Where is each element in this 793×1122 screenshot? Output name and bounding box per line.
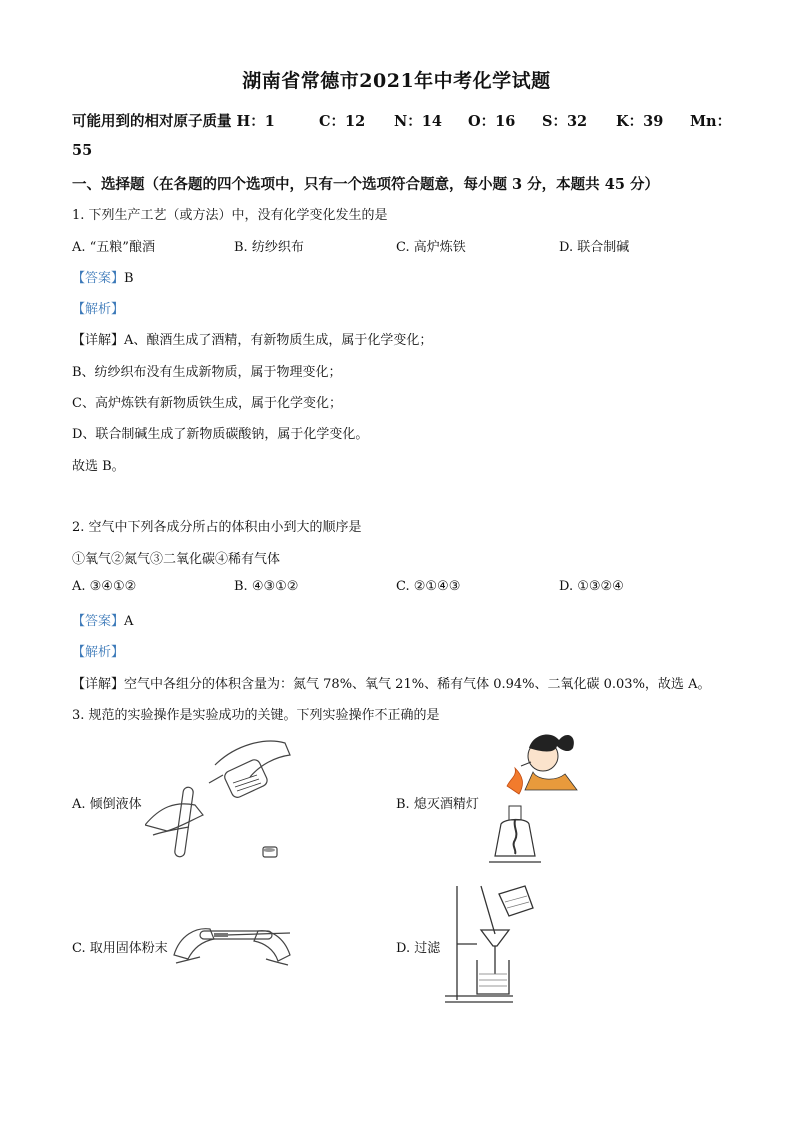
answer-tag: 【答案】 <box>72 614 125 629</box>
answer-tag: 【答案】 <box>72 271 125 286</box>
q2-option-d: D. ①③②④ <box>559 579 624 594</box>
atomic-mass-n: N：14 <box>394 113 442 130</box>
q2-answer <box>72 610 133 629</box>
q2-detail <box>72 673 710 692</box>
solid-powder-illustration <box>170 915 295 975</box>
q1-detail-line-1 <box>72 329 432 348</box>
atomic-mass-label: 可能用到的相对原子质量 H：1 <box>72 113 275 130</box>
q1-option-c: C. 高炉炼铁 <box>396 240 466 255</box>
q2-option-b: B. ④③①② <box>234 579 299 594</box>
q3-option-a: A. 倾倒液体 <box>72 797 142 812</box>
atomic-mass-mn: Mn： <box>690 113 732 130</box>
q3-option-c: C. 取用固体粉末 <box>72 941 168 956</box>
q1-option-a: A. “五粮”酿酒 <box>72 240 155 255</box>
q2-sub: ①氧气②氮气③二氧化碳④稀有气体 <box>72 552 281 567</box>
q1-stem: 1. 下列生产工艺（或方法）中，没有化学变化发生的是 <box>72 208 388 223</box>
detail-tag: 【详解】 <box>72 677 125 692</box>
q1-detail-line-5: 故选 B。 <box>72 459 125 474</box>
q3-stem: 3. 规范的实验操作是实验成功的关键。下列实验操作不正确的是 <box>72 708 440 723</box>
q1-analysis-tag: 【解析】 <box>72 302 125 317</box>
q1-detail-line-2: B、纺纱织布没有生成新物质，属于物理变化； <box>72 365 342 380</box>
q1-answer <box>72 267 134 286</box>
q3-option-b: B. 熄灭酒精灯 <box>396 797 479 812</box>
answer-value: A <box>124 614 134 629</box>
atomic-mass-mn-value: 55 <box>72 142 93 159</box>
alcohol-lamp-illustration <box>485 728 585 868</box>
atomic-mass-o: O：16 <box>468 113 516 130</box>
pouring-liquid-illustration <box>145 735 295 865</box>
atomic-mass-c: C：12 <box>319 113 366 130</box>
q2-analysis-tag: 【解析】 <box>72 645 125 660</box>
q1-option-b: B. 纺纱织布 <box>234 240 304 255</box>
answer-value: B <box>124 271 134 286</box>
atomic-mass-k: K：39 <box>616 113 664 130</box>
detail-tag: 【详解】 <box>72 333 125 348</box>
q3-option-d: D. 过滤 <box>396 941 441 956</box>
q1-detail-line-3: C、高炉炼铁有新物质铁生成，属于化学变化； <box>72 396 342 411</box>
section-heading: 一、选择题（在各题的四个选项中，只有一个选项符合题意，每小题 3 分，本题共 45 分） <box>72 176 659 193</box>
page-title: 湖南省常德市2021年中考化学试题 <box>242 70 551 92</box>
q2-option-c: C. ②①④③ <box>396 579 461 594</box>
atomic-mass-s: S：32 <box>542 113 588 130</box>
q1-detail-line-4: D、联合制碱生成了新物质碳酸钠，属于化学变化。 <box>72 427 369 442</box>
detail-text: 空气中各组分的体积含量为：氮气 78%、氧气 21%、稀有气体 0.94%、二氧化碳 0.03%，故选 A。 <box>124 677 711 692</box>
q2-stem: 2. 空气中下列各成分所占的体积由小到大的顺序是 <box>72 520 362 535</box>
filtration-illustration <box>443 882 538 1007</box>
detail-text: A、酿酒生成了酒精，有新物质生成，属于化学变化； <box>124 333 433 348</box>
q2-option-a: A. ③④①② <box>72 579 137 594</box>
q1-option-d: D. 联合制碱 <box>559 240 630 255</box>
